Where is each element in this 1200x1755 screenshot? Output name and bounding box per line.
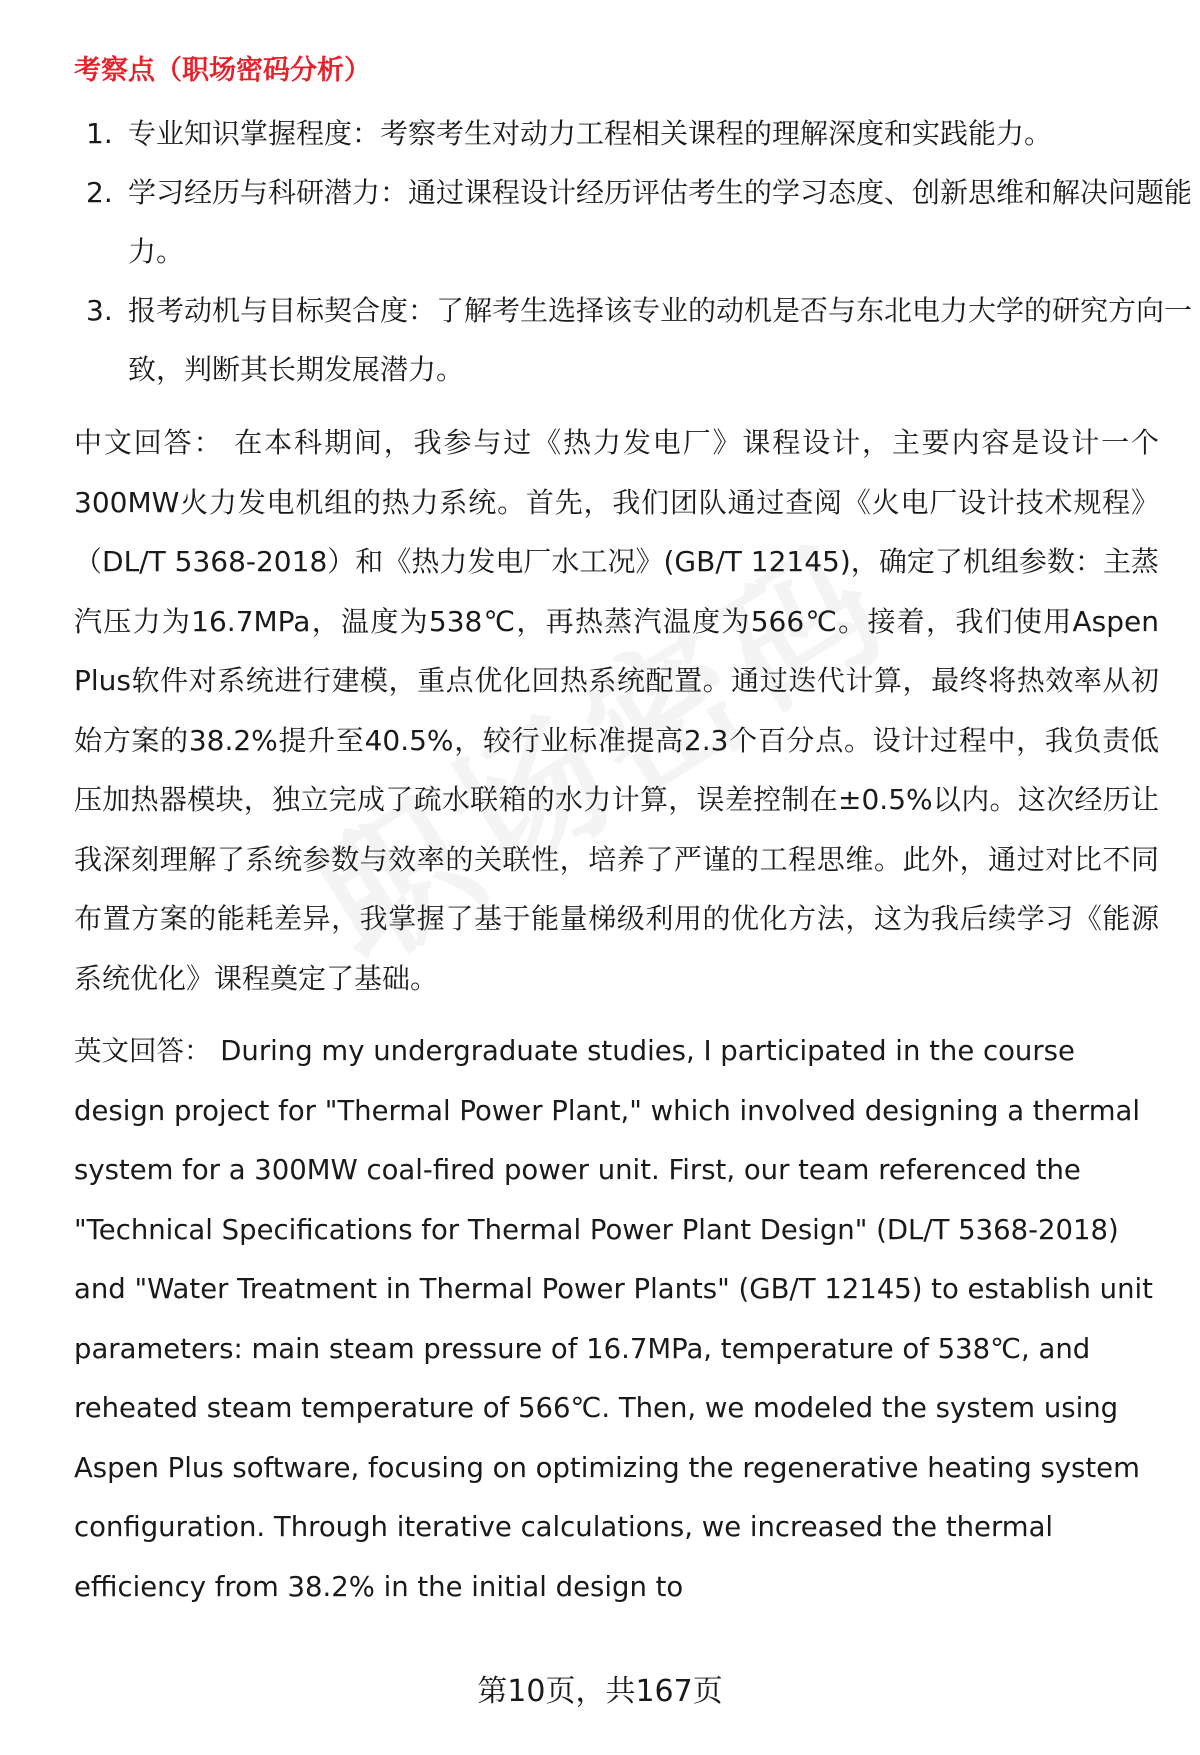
- assessment-points-list: [74, 104, 1193, 399]
- list-item: [74, 281, 1200, 399]
- list-item-number: 3.: [86, 294, 113, 327]
- list-item-number: 1.: [86, 117, 113, 150]
- list-item: [74, 104, 1200, 163]
- chinese-answer-paragraph: [74, 413, 1159, 1008]
- chinese-answer-text: 在本科期间，我参与过《热力发电厂》课程设计，主要内容是设计一个300MW火力发电机组的热力系统。首先，我们团队通过查阅《火电厂设计技术规程》（DL/T 5368-2018）和《热力发电厂水工况》(GB/T 12145)，确定了机组参数：主蒸汽压力为16.7MPa，温度为538℃，再热蒸汽温度为566℃。接着，我们使用Aspen Plus软件对系统进行建模，重点优化回热系统配置。通过迭代计算，最终将热效率从初始方案的38.2%提升至40.5%，较行业标准提高2.3个百分点。设计过程中，我负责低压加热器模块，独立完成了疏水联箱的水力计算，误差控制在±0.5%以内。这次经历让我深刻理解了系统参数与效率的关联性，培养了严谨的工程思维。此外，通过对比不同布置方案的能耗差异，我掌握了基于能量梯级利用的优化方法，这为我后续学习《能源系统优化》课程奠定了基础。: [74, 426, 1159, 995]
- list-item: [74, 163, 1200, 281]
- page-number-footer: 第10页，共167页: [477, 1674, 723, 1709]
- chinese-answer-label: 中文回答：: [74, 426, 224, 459]
- list-item-text: 学习经历与科研潜力：通过课程设计经历评估考生的学习态度、创新思维和解决问题能力。: [128, 176, 1193, 268]
- section-title: 考察点（职场密码分析）: [74, 55, 371, 86]
- english-answer-paragraph: [74, 1022, 1154, 1617]
- page-content: [74, 52, 1193, 1617]
- english-answer-text: During my undergraduate studies, I participated in the course design project for "Thermal Power Plant," which involved designing a thermal system for a 300MW coal-fired power unit. First, our team referenced the "Technical Specifications for Thermal Power Plant Design" (DL/T 5368-2018) and "Water Treatment in Thermal Power Plants" (GB/T 12145) to establish unit parameters: main steam pressure of 16.7MPa, temperature of 538℃, and reheated steam temperature of 566℃. Then, we modeled the system using Aspen Plus software, focusing on optimizing the regenerative heating system configuration. Through iterative calculations, we increased the thermal efficiency from 38.2% in the initial design to: [74, 1035, 1153, 1603]
- list-item-text: 报考动机与目标契合度：了解考生选择该专业的动机是否与东北电力大学的研究方向一致，判断其长期发展潜力。: [128, 294, 1193, 386]
- english-answer-label: 英文回答：: [74, 1035, 212, 1067]
- list-item-number: 2.: [86, 176, 113, 209]
- list-item-text: 专业知识掌握程度：考察考生对动力工程相关课程的理解深度和实践能力。: [128, 117, 1053, 150]
